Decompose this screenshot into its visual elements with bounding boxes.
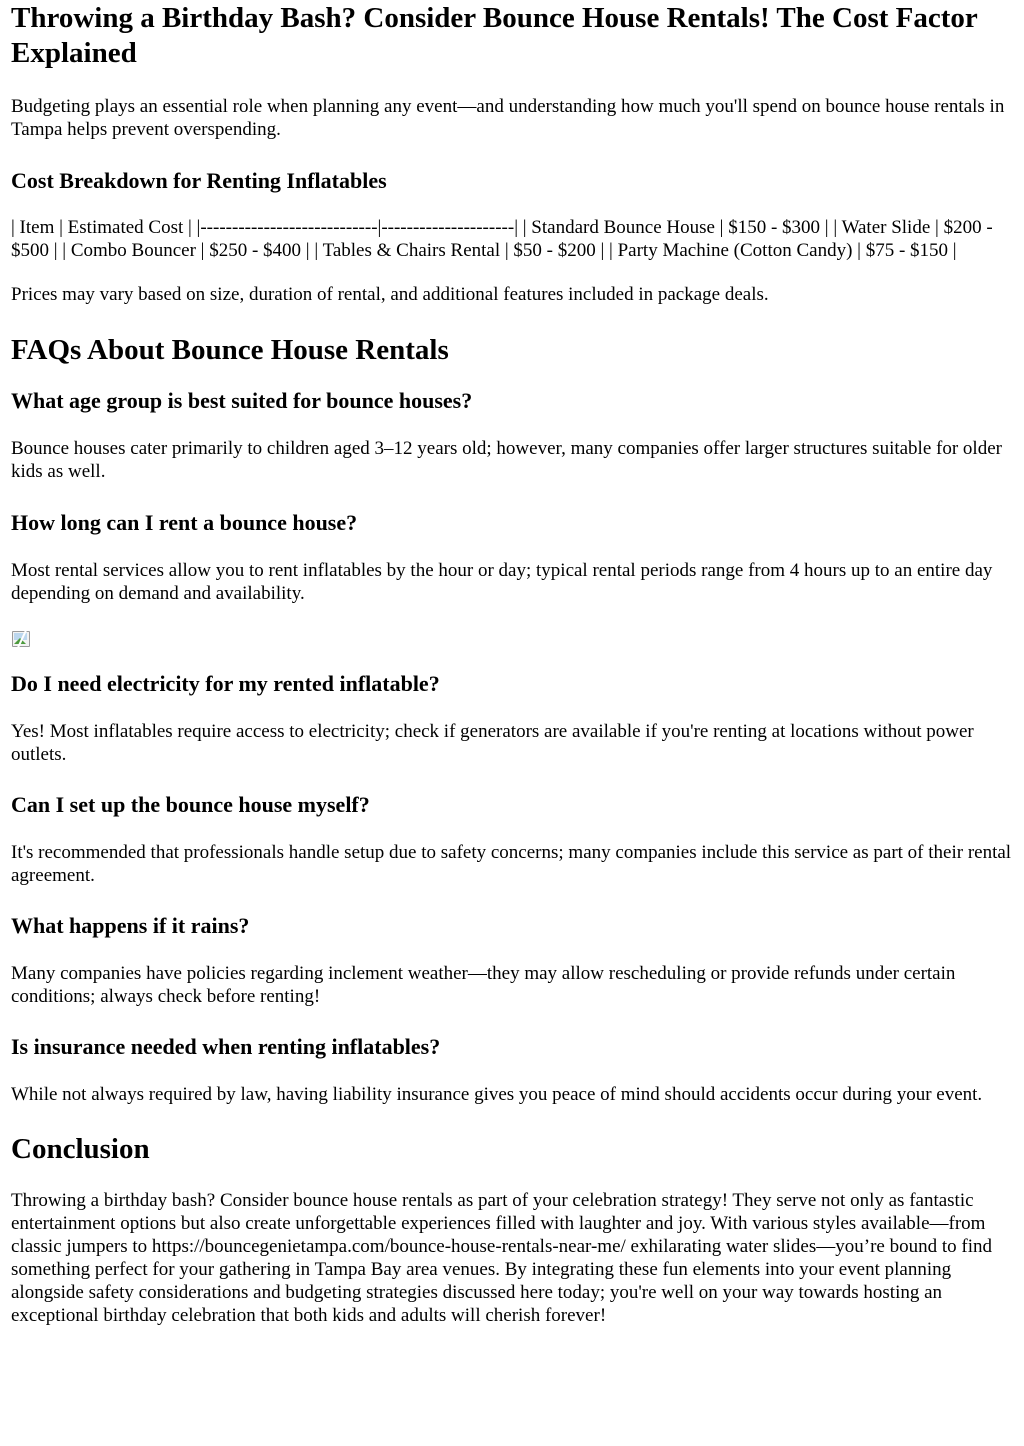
faq-answer: While not always required by law, having liability insurance gives you peace of mind should accidents occur during your event.	[11, 1084, 983, 1105]
cost-table-text: | Item | Estimated Cost | |----------------------------|---------------------| | Standard Bounce House | $150 - $300 | | Water Slide | $200 - $500 | | Combo Bouncer | $250 - $400 | | Tables & Chairs Rental | $50 - $200 | | Party Machine (Cotton Candy) | $75 - $150 |	[11, 217, 993, 261]
faq-question: Can I set up the bounce house myself?	[11, 792, 370, 817]
faq-question: Do I need electricity for my rented inflatable?	[11, 671, 440, 696]
broken-image-icon	[11, 630, 31, 648]
page-title: Throwing a Birthday Bash? Consider Bounce House Rentals! The Cost Factor Explained	[11, 2, 978, 69]
faq-answer: Yes! Most inflatables require access to electricity; check if generators are available if you're renting at locations without power outlets.	[11, 721, 974, 765]
faq-heading: FAQs About Bounce House Rentals	[11, 334, 449, 366]
faq-question: What age group is best suited for bounce houses?	[11, 388, 473, 413]
faq-question: How long can I rent a bounce house?	[11, 510, 358, 535]
faq-answer: Bounce houses cater primarily to children aged 3–12 years old; however, many companies offer larger structures suitable for older kids as well.	[11, 438, 1002, 482]
intro-paragraph: Budgeting plays an essential role when planning any event—and understanding how much you'll spend on bounce house rentals in Tampa helps prevent overspending.	[11, 96, 1005, 140]
cost-note-paragraph: Prices may vary based on size, duration of rental, and additional features included in package deals.	[11, 284, 769, 305]
cost-breakdown-heading: Cost Breakdown for Renting Inflatables	[11, 168, 387, 193]
faq-answer: It's recommended that professionals handle setup due to safety concerns; many companies include this service as part of their rental agreement.	[11, 842, 1012, 886]
faq-question: What happens if it rains?	[11, 913, 250, 938]
conclusion-paragraph: Throwing a birthday bash? Consider bounce house rentals as part of your celebration strategy! They serve not only as fantastic entertainment options but also create unforgettable experiences filled with laughter and joy. With various styles available—from classic jumpers to https://bouncegenietampa.com/bounce-house-rentals-near-me/ exhilarating water slides—you’re bound to find something perfect for your gathering in Tampa Bay area venues. By integrating these fun elements into your event planning alongside safety considerations and budgeting strategies discussed here today; you're well on your way towards hosting an exceptional birthday celebration that both kids and adults will cherish forever!	[11, 1190, 992, 1326]
conclusion-heading: Conclusion	[11, 1133, 150, 1165]
faq-answer: Many companies have policies regarding inclement weather—they may allow rescheduling or provide refunds under certain conditions; always check before renting!	[11, 963, 956, 1007]
faq-answer: Most rental services allow you to rent inflatables by the hour or day; typical rental periods range from 4 hours up to an entire day depending on demand and availability.	[11, 560, 993, 604]
faq-question: Is insurance needed when renting inflatables?	[11, 1034, 441, 1059]
